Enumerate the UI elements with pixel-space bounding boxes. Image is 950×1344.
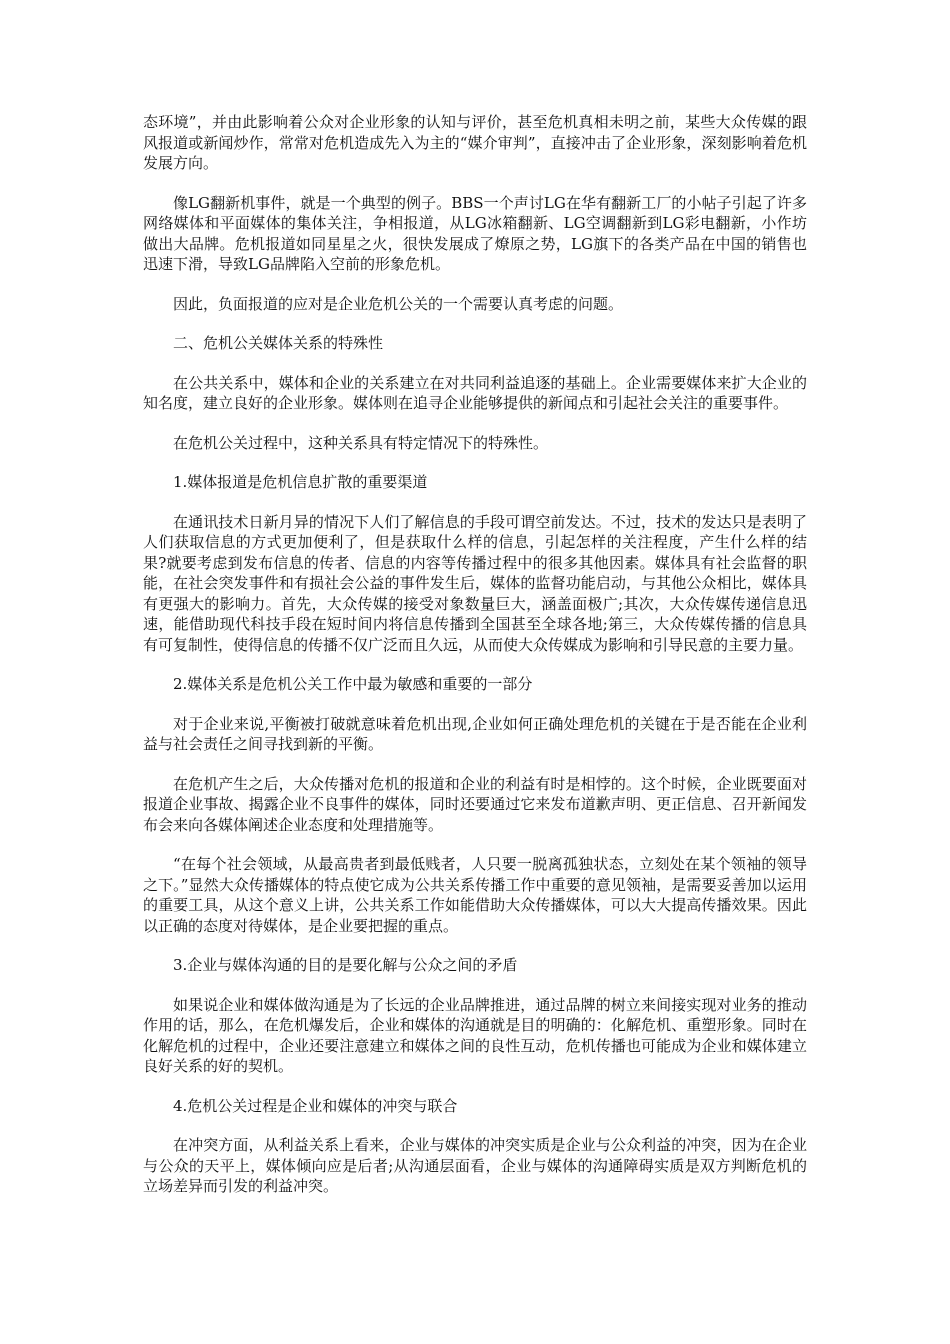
paragraph-after-crisis: 在危机产生之后，大众传播对危机的报道和企业的利益有时是相悖的。这个时候，企业既要面对报道企业事故、揭露企业不良事件的媒体，同时还要通过它来发布道歉声明、更正信息、召开新闻发布会来向各媒体阐述企业态度和处理措施等。 <box>143 774 807 834</box>
section-heading-2: 二、危机公关媒体关系的特殊性 <box>173 334 384 352</box>
paragraph-lg-example: 像LG翻新机事件，就是一个典型的例子。BBS一个声讨LG在华有翻新工厂的小帖子引起了许多网络媒体和平面媒体的集体关注，争相报道，从LG冰箱翻新、LG空调翻新到LG彩电翻新，小作坊做出大品牌。危机报道如同星星之火，很快发展成了燎原之势，LG旗下的各类产品在中国的销售也迅速下滑，导致LG品牌陷入空前的形象危机。 <box>143 193 807 273</box>
paragraph-balance: 对于企业来说,平衡被打破就意味着危机出现,企业如何正确处理危机的关键在于是否能在企业利益与社会责任之间寻找到新的平衡。 <box>143 714 807 753</box>
paragraph-communication: 如果说企业和媒体做沟通是为了长远的企业品牌推进，通过品牌的树立来间接实现对业务的推动作用的话，那么，在危机爆发后，企业和媒体的沟通就是目的明确的：化解危机、重塑形象。同时在化解危机的过程中，企业还要注意建立和媒体之间的良性互动，危机传播也可能成为企业和媒体建立良好关系的好的契机。 <box>143 995 807 1075</box>
subheading-4: 4.危机公关过程是企业和媒体的冲突与联合 <box>173 1096 458 1115</box>
paragraph-specificity: 在危机公关过程中，这种关系具有特定情况下的特殊性。 <box>173 433 549 452</box>
paragraph-media-channel: 在通讯技术日新月异的情况下人们了解信息的手段可谓空前发达。不过，技术的发达只是表明了人们获取信息的方式更加便利了，但是获取什么样的信息，引起怎样的关注程度，产生什么样的结果?就要考虑到发布信息的传者、信息的内容等传播过程中的很多其他因素。媒体具有社会监督的职能，在社会突发事件和有损社会公益的事件发生后，媒体的监督功能启动，与其他公众相比，媒体具有更强大的影响力。首先，大众传媒的接受对象数量巨大，涵盖面极广;其次，大众传媒传递信息迅速，能借助现代科技手段在短时间内将信息传播到全国甚至全球各地;第三，大众传媒传播的信息具有可复制性，使得信息的传播不仅广泛而且久远，从而使大众传媒成为影响和引导民意的主要力量。 <box>143 512 807 654</box>
paragraph-quote: “在每个社会领域，从最高贵者到最低贱者，人只要一脱离孤独状态，立刻处在某个领袖的领导之下。”显然大众传播媒体的特点使它成为公共关系传播工作中重要的意见领袖，是需要妥善加以运用的重要工具，从这个意义上讲，公共关系工作如能借助大众传播媒体，可以大大提高传播效果。因此以正确的态度对待媒体，是企业要把握的重点。 <box>143 855 807 935</box>
paragraph-continued: 态环境”，并由此影响着公众对企业形象的认知与评价，甚至危机真相未明之前，某些大众传媒的跟风报道或新闻炒作，常常对危机造成先入为主的“媒介审判”，直接冲击了企业形象，深刻影响着危机发展方向。 <box>143 113 807 172</box>
subheading-1: 1.媒体报道是危机信息扩散的重要渠道 <box>173 473 428 491</box>
subheading-2: 2.媒体关系是危机公关工作中最为敏感和重要的一部分 <box>173 675 533 693</box>
document-body <box>143 112 807 1216</box>
paragraph-conclusion: 因此，负面报道的应对是企业危机公关的一个需要认真考虑的问题。 <box>173 294 624 313</box>
paragraph-pr-relationship: 在公共关系中，媒体和企业的关系建立在对共同利益追逐的基础上。企业需要媒体来扩大企业的知名度，建立良好的企业形象。媒体则在追寻企业能够提供的新闻点和引起社会关注的重要事件。 <box>143 373 807 412</box>
subheading-3: 3.企业与媒体沟通的目的是要化解与公众之间的矛盾 <box>173 956 518 974</box>
paragraph-conflict: 在冲突方面，从利益关系上看来，企业与媒体的冲突实质是企业与公众利益的冲突，因为在企业与公众的天平上，媒体倾向应是后者;从沟通层面看，企业与媒体的沟通障碍实质是双方判断危机的立场差异而引发的利益冲突。 <box>143 1136 807 1195</box>
